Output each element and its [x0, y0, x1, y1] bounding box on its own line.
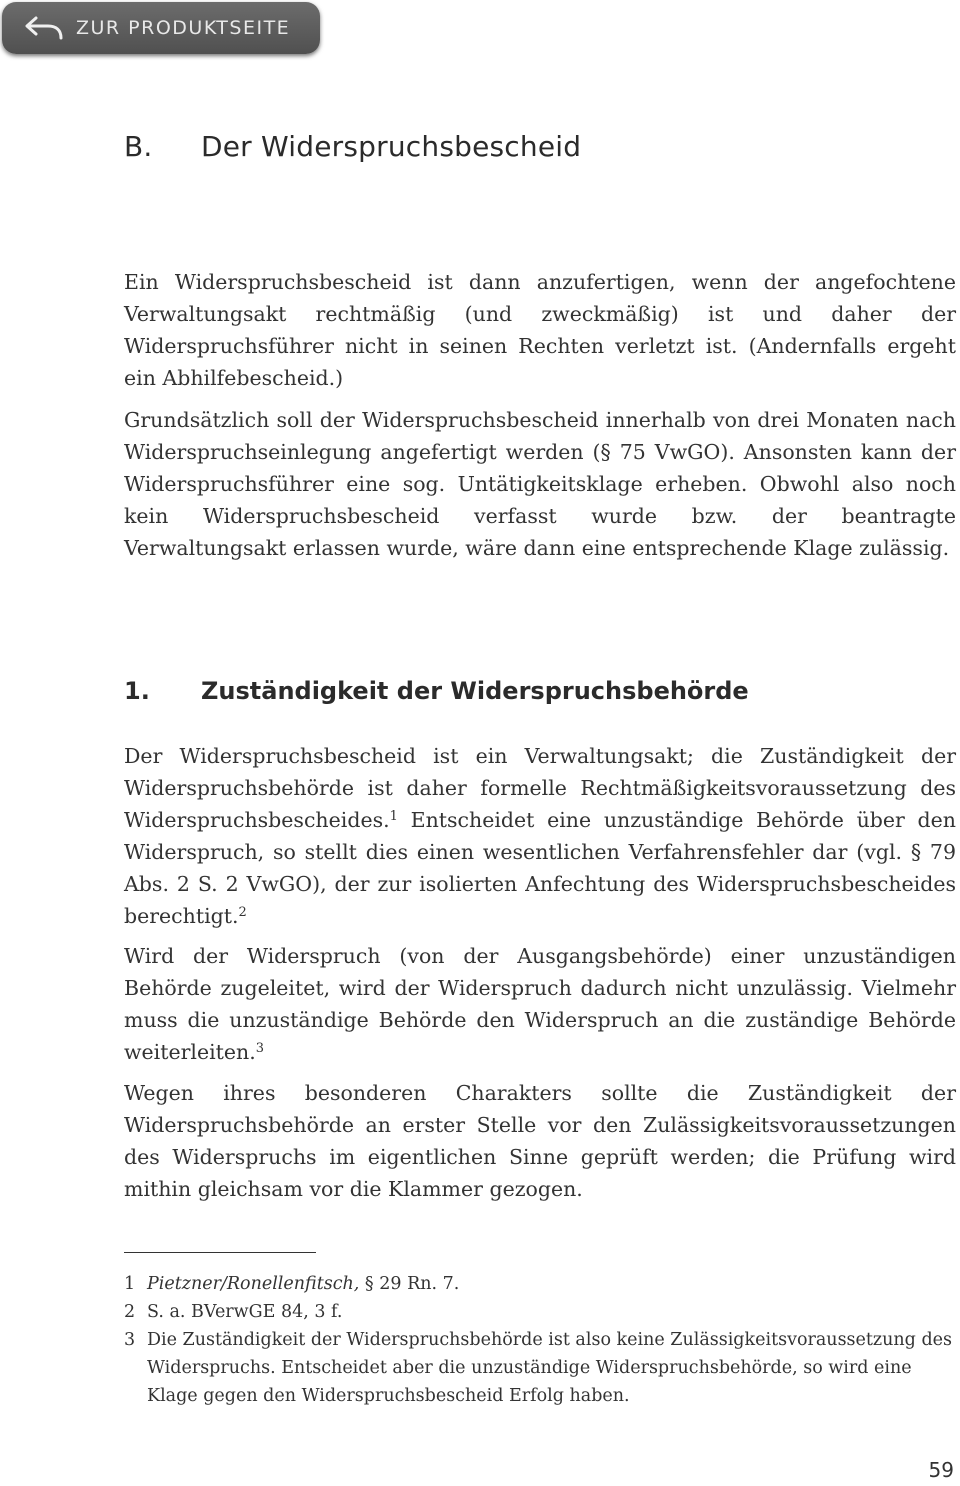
footnote-ref-2[interactable]: 2: [238, 905, 247, 920]
page-number: 59: [928, 1458, 954, 1482]
footnote-text: Die Zuständigkeit der Widerspruchsbehörde ist also keine Zulässigkeitsvoraussetzung des Widerspruchs. Entscheidet aber die unzuständige Widerspruchsbehörde, so wird eine Klage gegen den Widerspruchsbescheid Erfolg haben.: [147, 1330, 952, 1406]
body-paragraph-1-text-b: Entscheidet eine unzuständige Behörde über den Widerspruch, so stellt dies einen wesentlichen Verfahrensfehler dar (vgl. § 79 Abs. 2 S. 2 VwGO), der zur isolierten Anfechtung des Widerspruchsbescheides berechtigt.: [124, 808, 956, 928]
intro-paragraph-1: Ein Widerspruchsbescheid ist dann anzufertigen, wenn der angefochtene Verwaltungsakt rechtmäßig (und zweckmäßig) ist und daher der Widerspruchsführer nicht in seinen Rechten verletzt ist. (Andernfalls ergeht ein Abhilfebescheid.): [124, 270, 956, 390]
footnote-divider: [124, 1252, 316, 1253]
footnote-number: 1: [124, 1274, 136, 1294]
section-heading: [124, 130, 581, 163]
footnote-text: [147, 1270, 956, 1298]
subsection-title: Zuständigkeit der Widerspruchsbehörde: [201, 677, 749, 705]
footnote-ref-3[interactable]: 3: [255, 1041, 265, 1056]
footnote: [124, 1326, 956, 1410]
back-button-label: ZUR PRODUKTSEITE: [76, 17, 291, 39]
footnote-citation: § 29 Rn. 7.: [359, 1274, 460, 1294]
footnote-number: 3: [124, 1330, 136, 1350]
body-paragraph-2: [124, 940, 956, 1068]
subsection-heading: [124, 677, 749, 705]
footnote-number: 2: [124, 1302, 136, 1322]
footnote: [124, 1298, 956, 1326]
back-arrow-icon: [24, 14, 64, 42]
body-paragraph-2-text: Wird der Widerspruch (von der Ausgangsbehörde) einer unzuständigen Behörde zugeleitet, wird der Widerspruch dadurch nicht unzulässig. Vielmehr muss die unzuständige Behörde den Widerspruch an die zuständige Behörde weiterleiten.: [124, 944, 956, 1064]
section-title: Der Widerspruchsbescheid: [201, 130, 582, 163]
back-to-product-button[interactable]: [2, 2, 320, 54]
footnote-author: Pietzner/Ronellenfitsch,: [147, 1274, 360, 1294]
body-paragraph-1: [124, 740, 956, 932]
section-number: B.: [124, 130, 153, 163]
footnotes: [124, 1270, 956, 1410]
footnote-ref-1[interactable]: 1: [389, 809, 398, 824]
footnote-text: S. a. BVerwGE 84, 3 f.: [147, 1302, 343, 1322]
footnote: [124, 1270, 956, 1298]
body-paragraph-3: Wegen ihres besonderen Charakters sollte die Zuständigkeit der Widerspruchsbehörde an erster Stelle vor den Zulässigkeitsvoraussetzungen des Widerspruchs im eigentlichen Sinne geprüft werden; die Prüfung wird mithin gleichsam vor die Klammer gezogen.: [124, 1081, 956, 1201]
subsection-number: 1.: [124, 677, 150, 705]
body-paragraph-1-text-a: Der Widerspruchsbescheid ist ein Verwaltungsakt; die Zuständigkeit der Widerspruchsbehörde ist daher formelle Rechtmäßigkeitsvoraussetzung des Widerspruchsbescheides.: [124, 744, 956, 832]
intro-paragraph-2: Grundsätzlich soll der Widerspruchsbescheid innerhalb von drei Monaten nach Widerspruchseinlegung angefertigt werden (§ 75 VwGO). Ansonsten kann der Widerspruchsführer eine sog. Untätigkeitsklage erheben. Obwohl also noch kein Widerspruchsbescheid verfasst wurde bzw. der beantragte Verwaltungsakt erlassen wurde, wäre dann eine entsprechende Klage zulässig.: [124, 408, 956, 560]
